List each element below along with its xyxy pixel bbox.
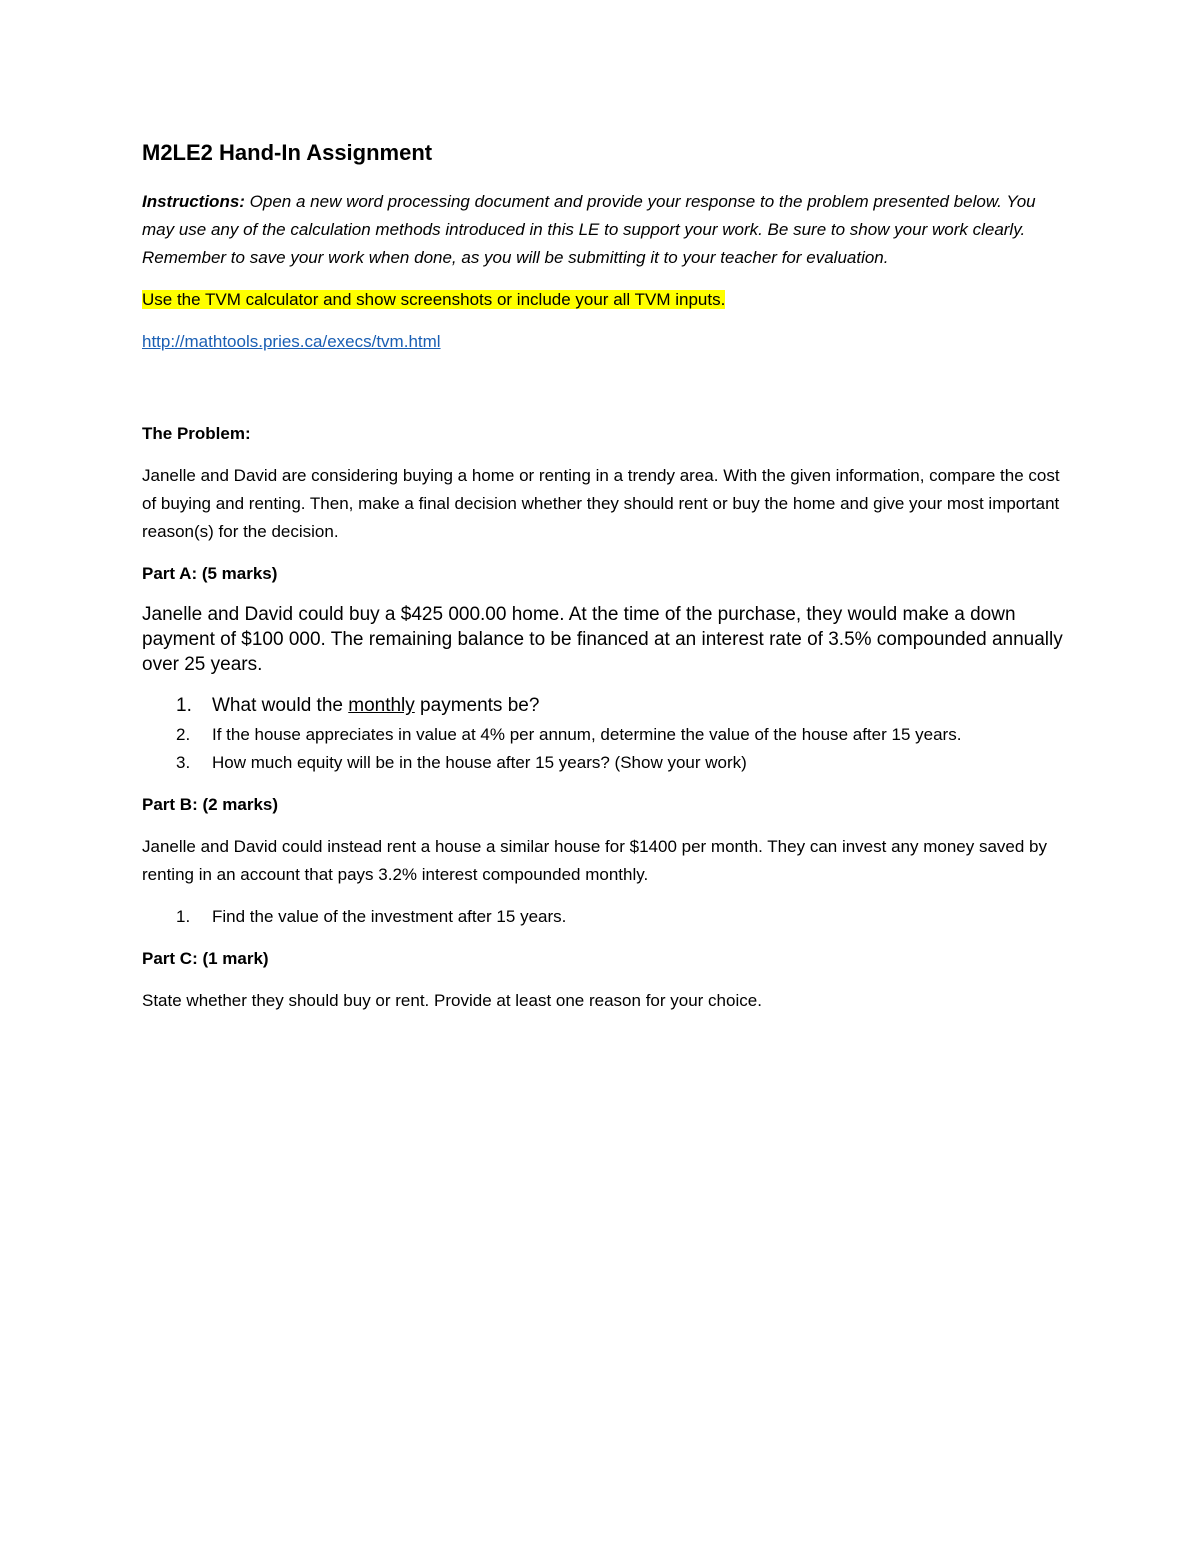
part-a-questions: [142, 691, 1072, 777]
question-text: How much equity will be in the house after 15 years? (Show your work): [212, 753, 747, 773]
part-a-heading: Part A: (5 marks): [142, 564, 278, 584]
part-b-question-1: [142, 903, 1072, 931]
part-a-question-1: [142, 691, 1072, 721]
tvm-highlight-note: Use the TVM calculator and show screenshots or include your all TVM inputs.: [142, 290, 726, 310]
part-c-text: State whether they should buy or rent. Provide at least one reason for your choice.: [142, 991, 762, 1011]
problem-heading: The Problem:: [142, 424, 251, 444]
part-b-text: Janelle and David could instead rent a house a similar house for $1400 per month. They can invest any money saved by renting in an account that pays 3.2% interest compounded monthly.: [142, 837, 1048, 885]
question-number: 1.: [176, 907, 191, 927]
document-title: M2LE2 Hand-In Assignment: [142, 140, 433, 165]
question-text-pre: What would the: [212, 695, 349, 717]
spacer: [142, 370, 1072, 420]
question-text-post: payments be?: [414, 695, 540, 717]
question-text: If the house appreciates in value at 4% per annum, determine the value of the house after 15 years.: [212, 725, 962, 745]
document-page: [142, 140, 1072, 1029]
tvm-note-paragraph: [142, 286, 1072, 314]
question-text: Find the value of the investment after 15 years.: [212, 907, 567, 927]
question-number: 2.: [176, 725, 191, 745]
problem-text: Janelle and David are considering buying a home or renting in a trendy area. With the given information, compare the cost of buying and renting. Then, make a final decision whether they should rent or buy the home and give your most important reason(s) for the decision.: [142, 466, 1060, 542]
part-a-text: Janelle and David could buy a $425 000.00 home. At the time of the purchase, they would make a down payment of $100 000. The remaining balance to be financed at an interest rate of 3.5% compounded annually over 25 years.: [142, 604, 1063, 676]
instructions-lead: Instructions:: [142, 192, 245, 212]
link-paragraph: [142, 328, 1072, 356]
tvm-calculator-link[interactable]: http://mathtools.pries.ca/execs/tvm.html: [142, 332, 441, 352]
part-b-heading: Part B: (2 marks): [142, 795, 279, 815]
part-c-heading: Part C: (1 mark): [142, 949, 269, 969]
question-underlined-word: monthly: [348, 695, 415, 717]
question-number: 1.: [176, 695, 192, 717]
part-b-questions: [142, 903, 1072, 931]
part-a-question-2: [142, 721, 1072, 749]
instructions-paragraph: [142, 188, 1072, 272]
part-a-question-3: [142, 749, 1072, 777]
question-number: 3.: [176, 753, 191, 773]
instructions-text: Open a new word processing document and provide your response to the problem presented below. You may use any of the calculation methods introduced in this LE to support your work. Be sure to show your work clearly. Remember to save your work when done, as you will be submitting it to your teacher for evaluation.: [142, 192, 1036, 268]
